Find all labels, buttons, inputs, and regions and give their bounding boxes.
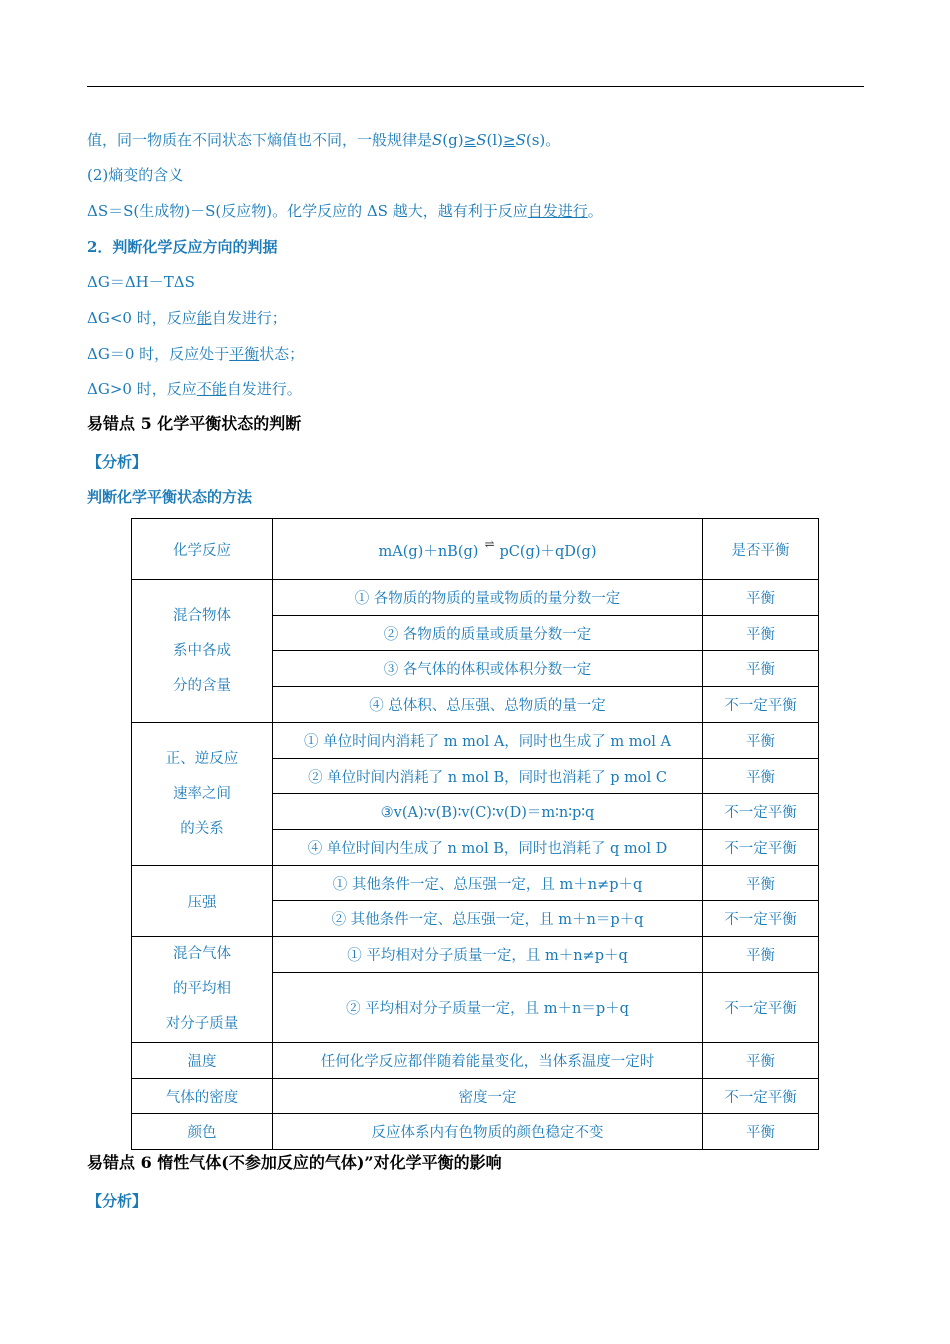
condition-line [87,308,287,328]
underlined-answer: 不能 [196,380,227,398]
result-cell: 不一定平衡 [703,687,819,723]
group-label-line: 的平均相 [173,981,231,997]
table-header-row [132,519,819,580]
group-label-line: 速率之间 [173,785,231,802]
result-cell: 不一定平衡 [703,1079,819,1114]
header-reaction: 化学反应 [132,519,273,580]
table-row [132,580,819,616]
condition-cell: ④ 总体积、总压强、总物质的量一定 [273,687,703,723]
gibbs-formula: ΔG＝ΔH－TΔS [87,273,195,291]
equation-left: mA(g)＋nB(g) [378,544,479,560]
group-label-line: 对分子质量 [165,1016,239,1032]
header-equation [273,519,703,580]
entropy-change-heading: (2)熵变的含义 [87,166,184,184]
header-equilibrium: 是否平衡 [703,519,819,580]
entropy-rule-line [87,130,560,150]
result-cell: 不一定平衡 [703,830,819,866]
formula-s: S [515,131,526,149]
formula-s: S [476,131,487,149]
condition-cell: 任何化学反应都伴随着能量变化，当体系温度一定时 [273,1043,703,1079]
analysis-label: 【分析】 [87,453,148,471]
table-row [132,723,819,759]
condition-cell: ② 各物质的质量或质量分数一定 [273,616,703,651]
table-row [132,1079,819,1114]
result-cell: 平衡 [703,1043,819,1079]
equation-right: pC(g)＋qD(g) [499,544,597,560]
entropy-rule-text: 值，同一物质在不同状态下熵值也不同，一般规律是 [87,131,433,149]
analysis-label: 【分析】 [87,1192,148,1210]
condition-text: ΔG＝0 时，反应处于 [87,345,230,363]
condition-cell: ① 其他条件一定、总压强一定，且 m＋n≠p＋q [273,866,703,901]
group-label-line: 的关系 [180,820,224,837]
condition-cell: ③v(A)∶v(B)∶v(C)∶v(D)＝m∶n∶p∶q [273,794,703,830]
result-cell: 平衡 [703,1114,819,1150]
group-label: 压强 [132,866,273,937]
condition-text: 自发进行； [211,309,287,327]
group-label [132,937,273,1043]
group-label-line: 系中各成 [173,642,231,659]
group-label [132,723,273,866]
group-label-line: 正、逆反应 [165,750,239,767]
header-rule [87,86,864,87]
formula-l: (l) [486,131,503,149]
condition-text: 状态； [259,345,305,363]
condition-cell: ① 各物质的物质的量或物质的量分数一定 [273,580,703,616]
formula-s: S [432,131,443,149]
section-heading: 2．判断化学反应方向的判据 [87,238,278,256]
group-label: 温度 [132,1043,273,1079]
reversible-arrow-icon: ⇌ [484,537,494,551]
point5-title: 易错点 5 化学平衡状态的判断 [87,414,302,433]
group-label-line: 混合物体 [173,607,231,624]
condition-cell: ① 平均相对分子质量一定，且 m＋n≠p＋q [273,937,703,973]
underlined-answer: 能 [196,309,212,327]
result-cell: 平衡 [703,651,819,687]
table-row [132,866,819,901]
period: 。 [587,202,603,220]
group-label-line: 混合气体 [173,946,231,962]
formula-ge: ≥ [463,131,477,149]
result-cell: 不一定平衡 [703,973,819,1043]
table-row [132,1114,819,1150]
condition-text: 自发进行。 [226,380,302,398]
condition-cell: ② 单位时间内消耗了 n mol B，同时也消耗了 p mol C [273,759,703,794]
table-row [132,1043,819,1079]
entropy-change-text: ΔS＝S(生成物)－S(反应物)。化学反应的 ΔS 越大，越有利于反应 [87,202,528,220]
group-label [132,580,273,723]
condition-cell: ② 其他条件一定、总压强一定，且 m＋n＝p＋q [273,901,703,937]
condition-cell: ③ 各气体的体积或体积分数一定 [273,651,703,687]
result-cell: 平衡 [703,866,819,901]
condition-line [87,379,302,399]
underlined-answer: 自发进行 [527,202,588,220]
formula-g: (g) [442,131,464,149]
underlined-answer: 平衡 [229,345,260,363]
condition-text: ΔG>0 时，反应 [87,380,197,398]
result-cell: 平衡 [703,616,819,651]
result-cell: 不一定平衡 [703,901,819,937]
group-label: 气体的密度 [132,1079,273,1114]
condition-cell: 反应体系内有色物质的颜色稳定不变 [273,1114,703,1150]
entropy-change-line [87,201,603,221]
formula-ge: ≥ [502,131,516,149]
method-heading: 判断化学平衡状态的方法 [87,488,253,506]
condition-cell: ① 单位时间内消耗了 m mol A，同时也生成了 m mol A [273,723,703,759]
result-cell: 平衡 [703,759,819,794]
condition-cell: ② 平均相对分子质量一定，且 m＋n＝p＋q [273,973,703,1043]
condition-line [87,344,304,364]
table-row [132,937,819,973]
group-label: 颜色 [132,1114,273,1150]
result-cell: 不一定平衡 [703,794,819,830]
result-cell: 平衡 [703,580,819,616]
group-label-line: 分的含量 [173,677,231,694]
condition-text: ΔG<0 时，反应 [87,309,197,327]
equilibrium-table [131,518,819,1150]
condition-cell: ④ 单位时间内生成了 n mol B，同时也消耗了 q mol D [273,830,703,866]
point6-title: 易错点 6 惰性气体(不参加反应的气体)”对化学平衡的影响 [87,1153,502,1172]
condition-cell: 密度一定 [273,1079,703,1114]
result-cell: 平衡 [703,937,819,973]
result-cell: 平衡 [703,723,819,759]
formula-solid: (s)。 [525,131,561,149]
